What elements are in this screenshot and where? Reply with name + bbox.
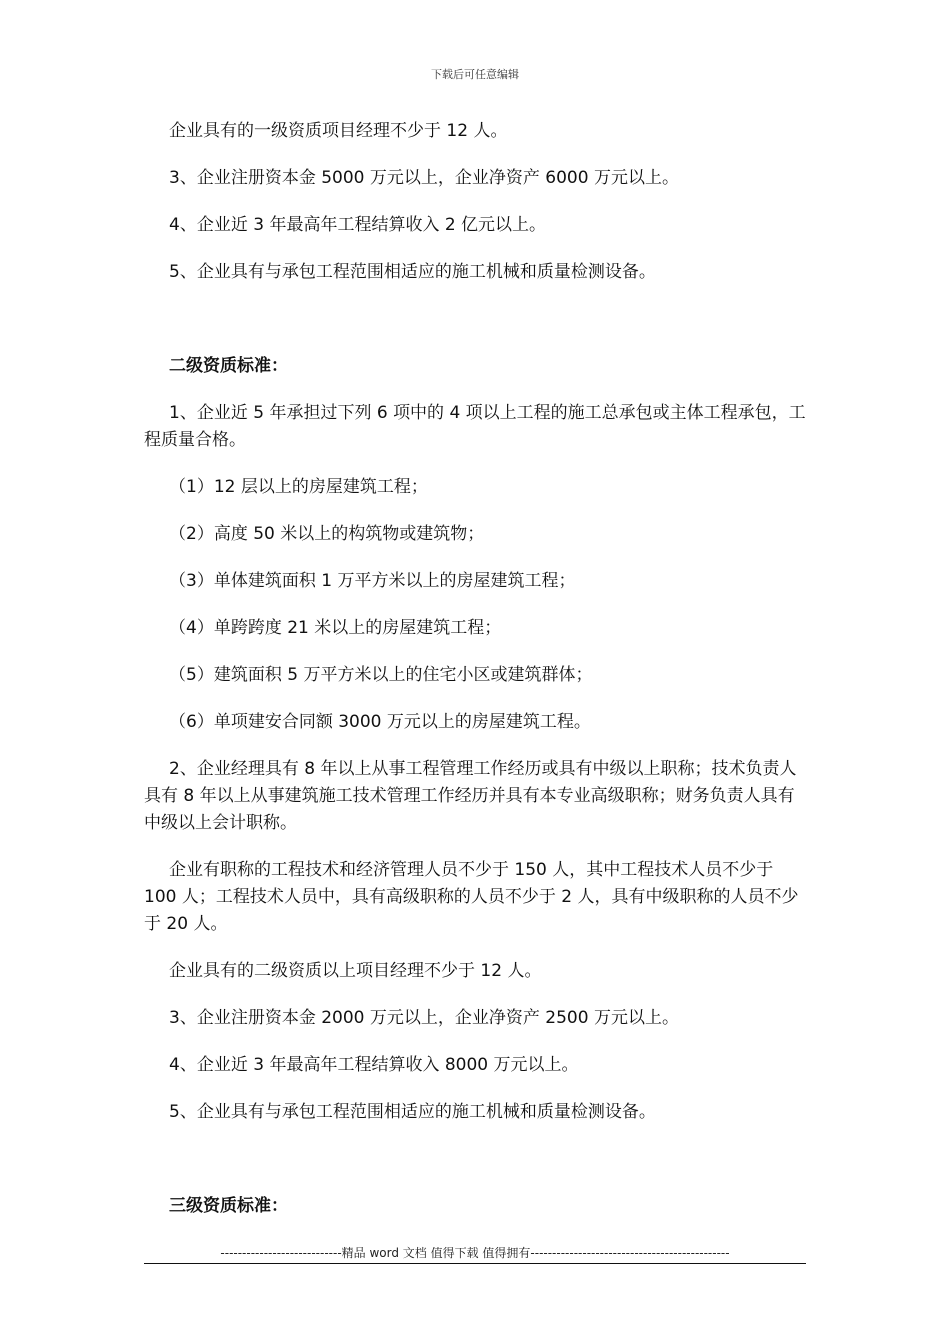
list-item-project-6: （6）单项建安合同额 3000 万元以上的房屋建筑工程。 <box>169 712 591 732</box>
paragraph-capital-level2: 3、企业注册资本金 2000 万元以上，企业净资产 2500 万元以上。 <box>169 1008 679 1028</box>
paragraph-equipment-level1: 5、企业具有与承包工程范围相适应的施工机械和质量检测设备。 <box>169 262 656 282</box>
footer-divider <box>144 1263 806 1264</box>
page-footer-note: ----------------------------精品 word 文档 值得下载 值得拥有---------------------------------------------- <box>220 1246 730 1260</box>
paragraph-revenue-level1: 4、企业近 3 年最高年工程结算收入 2 亿元以上。 <box>169 215 547 235</box>
paragraph-projects-level2: 1、企业近 5 年承担过下列 6 项中的 4 项以上工程的施工总承包或主体工程承包，工程质量合格。 <box>144 403 806 450</box>
paragraph-staff-level2: 企业有职称的工程技术和经济管理人员不少于 150 人，其中工程技术人员不少于 100 人；工程技术人员中，具有高级职称的人员不少于 2 人，具有中级职称的人员不少于 20 人。 <box>144 860 799 934</box>
paragraph-revenue-level2: 4、企业近 3 年最高年工程结算收入 8000 万元以上。 <box>169 1055 579 1075</box>
page-header-note: 下载后可任意编辑 <box>431 68 519 81</box>
list-item-project-3: （3）单体建筑面积 1 万平方米以上的房屋建筑工程； <box>169 571 576 591</box>
document-body <box>144 118 808 1220</box>
paragraph-pm-count-level1: 企业具有的一级资质项目经理不少于 12 人。 <box>169 121 508 141</box>
paragraph-managers-level2: 2、企业经理具有 8 年以上从事工程管理工作经历或具有中级以上职称；技术负责人具有 8 年以上从事建筑施工技术管理工作经历并具有本专业高级职称；财务负责人具有中级以上会计职称。 <box>144 759 797 833</box>
heading-level3-standard: 三级资质标准： <box>169 1196 288 1216</box>
list-item-project-5: （5）建筑面积 5 万平方米以上的住宅小区或建筑群体； <box>169 665 593 685</box>
heading-level2-standard: 二级资质标准： <box>169 356 288 376</box>
paragraph-capital-level1: 3、企业注册资本金 5000 万元以上，企业净资产 6000 万元以上。 <box>169 168 679 188</box>
list-item-project-4: （4）单跨跨度 21 米以上的房屋建筑工程； <box>169 618 502 638</box>
paragraph-pm-count-level2: 企业具有的二级资质以上项目经理不少于 12 人。 <box>169 961 542 981</box>
list-item-project-1: （1）12 层以上的房屋建筑工程； <box>169 477 428 497</box>
paragraph-equipment-level2: 5、企业具有与承包工程范围相适应的施工机械和质量检测设备。 <box>169 1102 656 1122</box>
list-item-project-2: （2）高度 50 米以上的构筑物或建筑物； <box>169 524 485 544</box>
